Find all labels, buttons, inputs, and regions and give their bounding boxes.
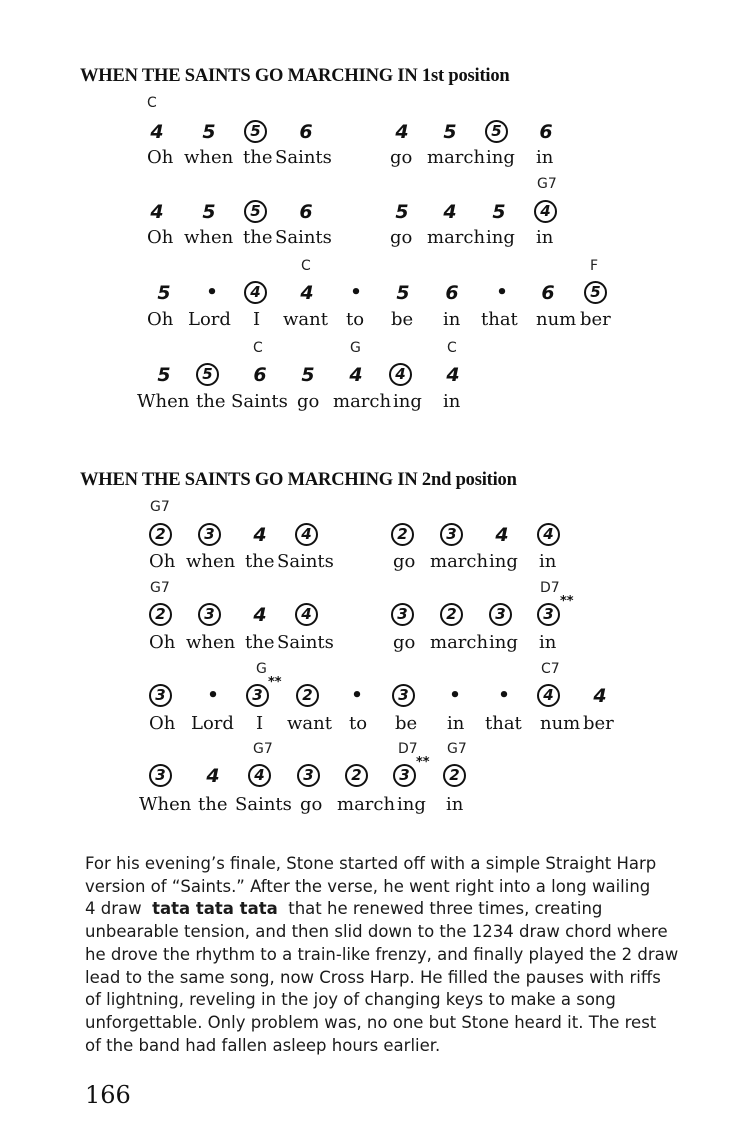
chord-label: G7	[150, 580, 170, 596]
lyric-word: Saints	[277, 551, 334, 572]
chord-label: G7	[253, 741, 273, 757]
circled-draw-note: 3	[198, 523, 221, 546]
chord-label: G7	[447, 741, 467, 757]
circled-draw-note: 3	[297, 764, 320, 787]
lyric-word: march	[430, 551, 489, 572]
circled-draw-note: 3	[440, 523, 463, 546]
circled-draw-note: 3	[198, 603, 221, 626]
double-star-marker: **	[268, 675, 282, 690]
circled-draw-note: 3	[391, 603, 414, 626]
circled-draw-note: 5	[196, 363, 219, 386]
chord-label: F	[590, 258, 599, 274]
lyric-word: I	[253, 309, 261, 330]
lyric-word: go	[393, 551, 416, 572]
paragraph-line: unforgettable. Only problem was, no one but Stone heard it. The rest	[85, 1012, 657, 1032]
lyric-word: Saints	[235, 794, 292, 815]
circled-draw-note: 4	[389, 363, 412, 386]
lyric-word: in	[539, 632, 557, 653]
section2-title: WHEN THE SAINTS GO MARCHING IN 2nd position	[80, 470, 517, 490]
rest-dot: •	[449, 685, 461, 706]
circled-draw-note: 3	[393, 764, 416, 787]
lyric-word: want	[283, 309, 328, 330]
lyric-word: num	[540, 713, 581, 734]
circled-draw-note: 2	[149, 603, 172, 626]
lyric-word: ing	[393, 391, 422, 412]
circled-draw-note: 4	[537, 684, 560, 707]
circled-draw-note: 5	[244, 200, 267, 223]
circled-draw-note: 4	[248, 764, 271, 787]
lyric-word: when	[184, 147, 234, 168]
blow-note: 5	[202, 200, 216, 223]
circled-draw-note: 3	[149, 684, 172, 707]
rest-dot: •	[350, 282, 362, 303]
lyric-word: ing	[486, 147, 515, 168]
blow-note: 5	[202, 120, 216, 143]
circled-draw-note: 3	[246, 684, 269, 707]
paragraph-text: 4 draw	[85, 899, 142, 919]
lyric-word: Saints	[277, 632, 334, 653]
circled-draw-note: 4	[295, 603, 318, 626]
chord-label: C7	[541, 661, 560, 677]
circled-draw-note: 4	[534, 200, 557, 223]
circled-draw-note: 3	[489, 603, 512, 626]
lyric-word: the	[243, 227, 273, 248]
blow-note: 4	[349, 363, 363, 386]
blow-note: 5	[492, 200, 506, 223]
paragraph-line: version of “Saints.” After the verse, he went right into a long wailing	[85, 876, 651, 896]
paragraph-line: unbearable tension, and then slid down to the 1234 draw chord where	[85, 922, 668, 942]
circled-draw-note: 3	[149, 764, 172, 787]
lyric-word: the	[196, 391, 226, 412]
chord-label: C	[253, 340, 263, 356]
lyric-word: When	[137, 391, 190, 412]
circled-draw-note: 2	[296, 684, 319, 707]
lyric-word: in	[443, 309, 461, 330]
blow-note: 6	[299, 120, 313, 143]
lyric-word: march	[427, 227, 486, 248]
lyric-word: in	[447, 713, 465, 734]
blow-note: 4	[495, 523, 509, 546]
chord-label: C	[447, 340, 457, 356]
lyric-word: in	[536, 227, 554, 248]
circled-draw-note: 2	[149, 523, 172, 546]
blow-note: 4	[253, 603, 267, 626]
blow-note: 5	[157, 281, 171, 304]
lyric-word: go	[300, 794, 323, 815]
rest-dot: •	[496, 282, 508, 303]
blow-note: 6	[299, 200, 313, 223]
lyric-word: when	[184, 227, 234, 248]
section1-title: WHEN THE SAINTS GO MARCHING IN 1st position	[80, 66, 510, 86]
lyric-word: the	[198, 794, 228, 815]
body-paragraph	[85, 853, 710, 1057]
chord-label: G	[350, 340, 361, 356]
chord-label: C	[301, 258, 311, 274]
lyric-word: the	[245, 551, 275, 572]
blow-note: 4	[253, 523, 267, 546]
circled-draw-note: 4	[244, 281, 267, 304]
blow-note: 4	[443, 200, 457, 223]
blow-note: 5	[157, 363, 171, 386]
lyric-word: to	[346, 309, 365, 330]
chord-label: G7	[537, 176, 557, 192]
lyric-word: Saints	[275, 227, 332, 248]
rest-dot: •	[207, 685, 219, 706]
blow-note: 6	[253, 363, 267, 386]
lyric-word: ing	[486, 227, 515, 248]
page-number: 166	[85, 1081, 131, 1109]
lyric-word: when	[186, 551, 236, 572]
lyric-word: when	[186, 632, 236, 653]
lyric-word: Saints	[275, 147, 332, 168]
lyric-word: in	[443, 391, 461, 412]
lyric-word: in	[536, 147, 554, 168]
blow-note: 6	[541, 281, 555, 304]
circled-draw-note: 2	[345, 764, 368, 787]
lyric-word: go	[393, 632, 416, 653]
lyric-word: that	[485, 713, 522, 734]
lyric-word: want	[287, 713, 332, 734]
blow-note: 5	[443, 120, 457, 143]
circled-draw-note: 5	[244, 120, 267, 143]
paragraph-line: of the band had fallen asleep hours earlier.	[85, 1035, 441, 1055]
blow-note: 5	[301, 363, 315, 386]
circled-draw-note: 5	[584, 281, 607, 304]
chord-label: G	[256, 661, 267, 677]
lyric-word: go	[390, 227, 413, 248]
paragraph-text: that he renewed three times, creating	[288, 899, 603, 919]
paragraph-line	[85, 898, 710, 921]
lyric-word: march	[333, 391, 392, 412]
chord-label: C	[147, 95, 157, 111]
circled-draw-note: 3	[392, 684, 415, 707]
blow-note: 5	[396, 281, 410, 304]
paragraph-line: For his evening’s finale, Stone started off with a simple Straight Harp	[85, 854, 657, 873]
blow-note: 4	[206, 764, 220, 787]
lyric-word: I	[256, 713, 264, 734]
paragraph-line: he drove the rhythm to a train-like frenzy, and finally played the 2 draw	[85, 944, 679, 964]
lyric-word: Lord	[191, 713, 234, 734]
lyric-word: go	[297, 391, 320, 412]
blow-note: 4	[150, 120, 164, 143]
circled-draw-note: 5	[485, 120, 508, 143]
lyric-word: ber	[580, 309, 611, 330]
blow-note: 4	[300, 281, 314, 304]
circled-draw-note: 2	[391, 523, 414, 546]
circled-draw-note: 2	[443, 764, 466, 787]
lyric-word: to	[349, 713, 368, 734]
circled-draw-note: 4	[295, 523, 318, 546]
blow-note: 4	[150, 200, 164, 223]
circled-draw-note: 3	[537, 603, 560, 626]
lyric-word: ber	[583, 713, 614, 734]
lyric-word: march	[427, 147, 486, 168]
lyric-word: When	[139, 794, 192, 815]
blow-note: 5	[395, 200, 409, 223]
rest-dot: •	[351, 685, 363, 706]
blow-note: 6	[539, 120, 553, 143]
double-star-marker: **	[560, 594, 574, 609]
lyric-word: Oh	[147, 309, 174, 330]
lyric-word: in	[539, 551, 557, 572]
lyric-word: Lord	[188, 309, 231, 330]
lyric-word: num	[536, 309, 577, 330]
lyric-word: Oh	[149, 713, 176, 734]
circled-draw-note: 4	[537, 523, 560, 546]
lyric-word: march	[430, 632, 489, 653]
bold-phrase: tata tata tata	[152, 899, 278, 919]
chord-label: D7	[398, 741, 418, 757]
lyric-word: go	[390, 147, 413, 168]
chord-label: G7	[150, 499, 170, 515]
lyric-word: march	[337, 794, 396, 815]
circled-draw-note: 2	[440, 603, 463, 626]
paragraph-line: of lightning, reveling in the joy of changing keys to make a song	[85, 990, 616, 1010]
blow-note: 4	[446, 363, 460, 386]
lyric-word: Oh	[149, 632, 176, 653]
lyric-word: Oh	[147, 147, 174, 168]
blow-note: 4	[593, 684, 607, 707]
lyric-word: be	[395, 713, 418, 734]
lyric-word: Oh	[149, 551, 176, 572]
lyric-word: ing	[489, 632, 518, 653]
paragraph-line: lead to the same song, now Cross Harp. He filled the pauses with riffs	[85, 967, 661, 987]
lyric-word: that	[481, 309, 518, 330]
lyric-word: in	[446, 794, 464, 815]
rest-dot: •	[498, 685, 510, 706]
lyric-word: be	[391, 309, 414, 330]
lyric-word: ing	[489, 551, 518, 572]
lyric-word: the	[245, 632, 275, 653]
rest-dot: •	[206, 282, 218, 303]
lyric-word: Saints	[231, 391, 288, 412]
lyric-word: the	[243, 147, 273, 168]
chord-label: D7	[540, 580, 560, 596]
lyric-word: ing	[397, 794, 426, 815]
double-star-marker: **	[416, 755, 430, 770]
lyric-word: Oh	[147, 227, 174, 248]
blow-note: 4	[395, 120, 409, 143]
blow-note: 6	[445, 281, 459, 304]
